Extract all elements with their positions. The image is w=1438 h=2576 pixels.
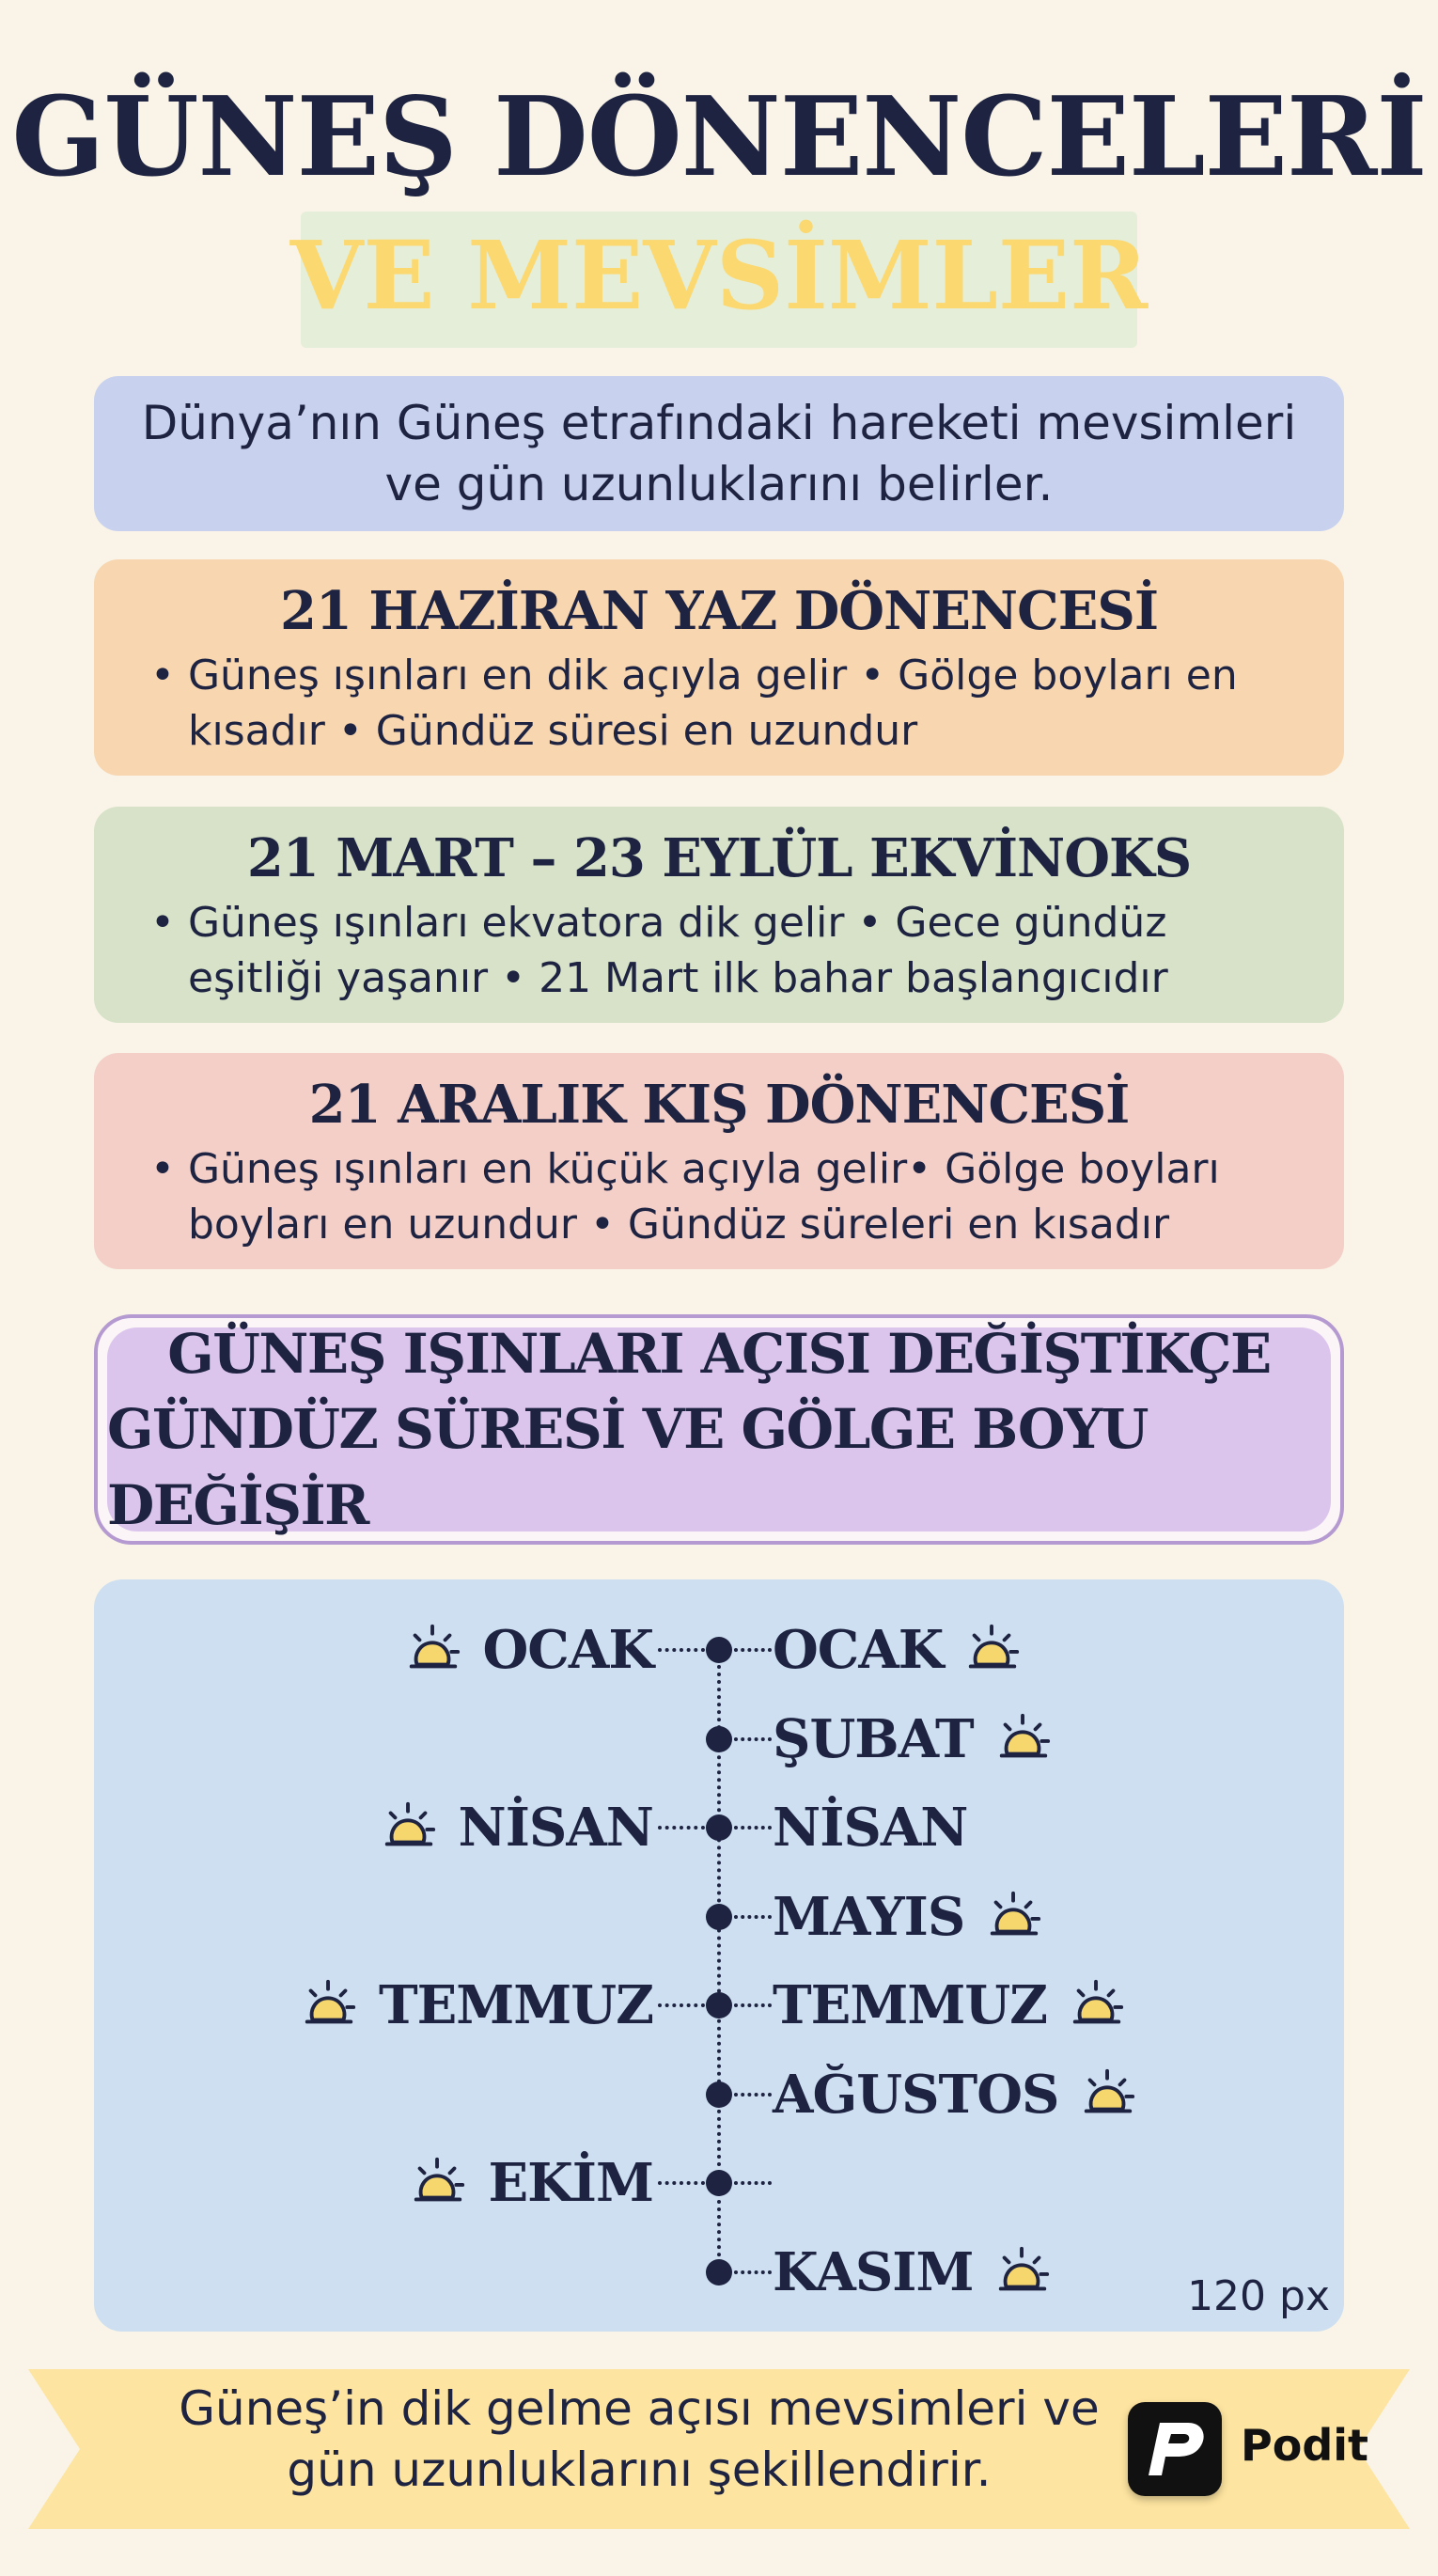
timeline-label-right [773,1879,1043,1955]
summer-solstice-text: • Güneş ışınları en dik açıyla gelir • Gölge boyları en kısadır • Gündüz süresi en uzundur [150,652,1238,756]
month-timeline [94,1579,1344,2332]
timeline-connector-right [734,1737,772,1741]
intro-card [94,376,1344,531]
timeline-connector-left [658,1648,705,1652]
timeline-dot [706,1904,732,1930]
timeline-label-left [409,2145,653,2221]
timeline-dot [706,2081,732,2108]
month-label: NİSAN [458,1797,653,1859]
sun-icon [994,1710,1053,1768]
winter-solstice-text: • Güneş ışınları en küçük açıyla gelir• Gölge boyları boyları en uzundur • Gündüz süreleri en kısadır [150,1145,1220,1249]
timeline-dot [706,1992,732,2018]
month-label: TEMMUZ [773,1974,1048,2036]
timeline-label-right [773,1968,1126,2043]
key-message-line-1: GÜNEŞ IŞINLARI AÇISI DEĞİŞTİKÇE [167,1322,1271,1387]
intro-text: Dünya’nın Güneş etrafındaki hareketi mevsimleri ve gün uzunluklarını belirler. [141,395,1297,511]
timeline-label-right [773,1790,967,1865]
podit-logo-text: Podit [1241,2420,1369,2471]
podit-logo-icon [1128,2402,1222,2496]
timeline-connector-right [734,1648,772,1652]
timeline-label-right [773,2235,1052,2310]
equinox-title: 21 MART – 23 EYLÜL EKVİNOKS [246,827,1192,889]
timeline-dot [706,2259,732,2285]
month-label: EKİM [488,2152,653,2214]
timeline-connector-right [734,2181,772,2185]
sun-icon [1068,1976,1126,2034]
equinox-card [94,807,1344,1023]
month-label: KASIM [773,2240,974,2303]
summer-solstice-title: 21 HAZİRAN YAZ DÖNENCESİ [279,580,1159,642]
timeline-connector-right [734,2003,772,2007]
month-label: AĞUSTOS [773,2063,1059,2126]
timeline-connector-right [734,2270,772,2274]
key-message-box [94,1314,1344,1545]
sun-icon [1079,2066,1137,2124]
sun-icon [985,1888,1043,1946]
timeline-dot [706,1637,732,1663]
timeline-connector-right [734,1826,772,1830]
timeline-label-right [773,1702,1053,1777]
summer-solstice-card [94,559,1344,776]
month-label: TEMMUZ [378,1974,653,2036]
timeline-connector-right [734,2093,772,2097]
timeline-connector-left [658,2003,705,2007]
timeline-row [94,2145,1344,2221]
sun-icon [993,2243,1052,2301]
month-label: NİSAN [773,1797,968,1859]
page-title: GÜNEŞ DÖNENCELERİ [11,73,1427,201]
timeline-row [94,1879,1344,1955]
winter-solstice-card [94,1053,1344,1269]
timeline-dot [706,1726,732,1752]
timeline-row [94,1968,1344,2043]
footer-text: Güneş’in dik gelme açısı mevsimleri ve gün uzunluklarını şekillendirir. [179,2381,1100,2497]
timeline-row [94,2057,1344,2132]
sun-icon [404,1621,462,1679]
size-note: 120 px [1187,2272,1330,2320]
timeline-dot [706,2170,732,2196]
timeline-label-left [300,1968,653,2043]
sun-icon [300,1976,358,2034]
timeline-row [94,2235,1344,2310]
page-subtitle: VE MEVSİMLER [289,220,1149,331]
timeline-label-right [773,2057,1137,2132]
timeline-row [94,1702,1344,1777]
timeline-dot [706,1814,732,1841]
timeline-label-left [380,1790,653,1865]
sun-icon [409,2154,467,2212]
equinox-text: • Güneş ışınları ekvatora dik gelir • Gece gündüz eşitliği yaşanır • 21 Mart ilk bahar başlangıcıdır [150,899,1168,1003]
podit-logo [1128,2402,1222,2496]
key-message-inner [107,1322,1331,1537]
sun-icon [380,1798,438,1857]
key-message-line-2: GÜNDÜZ SÜRESİ VE GÖLGE BOYU DEĞİŞİR [107,1397,1148,1537]
winter-solstice-title: 21 ARALIK KIŞ DÖNENCESİ [308,1074,1130,1136]
timeline-connector-right [734,1915,772,1919]
month-label: OCAK [773,1619,944,1681]
month-label: ŞUBAT [773,1707,974,1770]
month-label: OCAK [482,1619,653,1681]
timeline-connector-left [658,2181,705,2185]
timeline-label-right [773,1612,1022,1688]
month-label: MAYIS [773,1885,965,1948]
timeline-row [94,1790,1344,1865]
sun-icon [963,1621,1022,1679]
timeline-connector-left [658,1826,705,1830]
timeline-label-left [404,1612,653,1688]
timeline-row [94,1612,1344,1688]
